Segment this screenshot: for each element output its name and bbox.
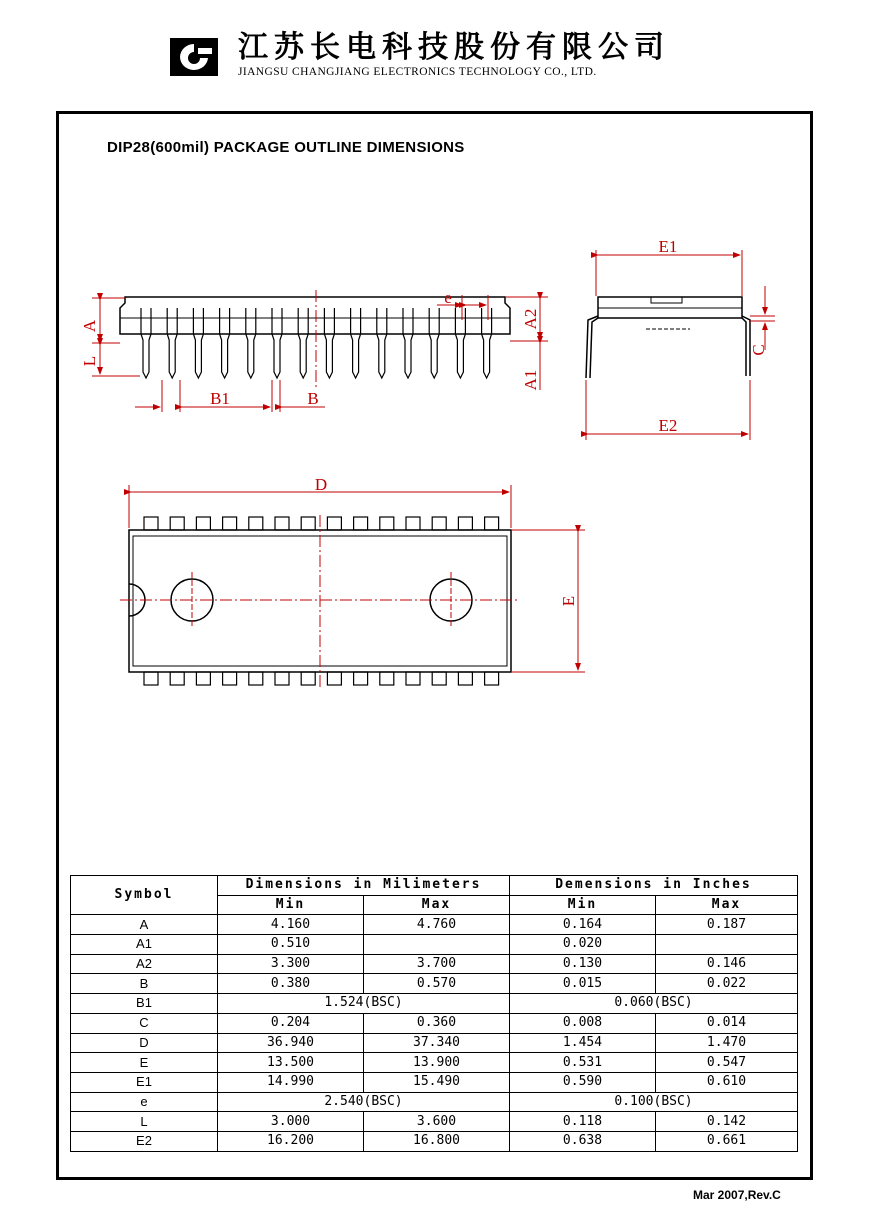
table-cell: 0.015 (510, 974, 656, 994)
table-cell: 3.600 (364, 1112, 510, 1132)
table-cell: 0.638 (510, 1131, 656, 1151)
pin-bottom (249, 672, 263, 685)
top-view-dims (120, 485, 585, 688)
symbol-cell: E1 (71, 1072, 218, 1092)
table-cell: 0.360 (364, 1013, 510, 1033)
table-cell: 4.160 (218, 915, 364, 935)
company-name-cn: 江苏长电科技股份有限公司 (238, 30, 670, 65)
table-cell: 0.118 (510, 1112, 656, 1132)
pin-bottom (170, 672, 184, 685)
dim-label-a2: A2 (521, 308, 540, 330)
table-row (71, 1072, 798, 1092)
in-max-header: Max (656, 895, 798, 915)
pin-top (249, 517, 263, 530)
pin-top (170, 517, 184, 530)
mm-header: Dimensions in Milimeters (218, 876, 510, 896)
symbol-cell: C (71, 1013, 218, 1033)
table-row (71, 935, 798, 955)
dim-label-e2: E2 (658, 416, 678, 435)
dim-label-e: E (559, 595, 578, 607)
table-cell: 0.164 (510, 915, 656, 935)
symbol-cell: D (71, 1033, 218, 1053)
page-title: DIP28(600mil) PACKAGE OUTLINE DIMENSIONS (107, 139, 465, 156)
table-cell: 0.022 (656, 974, 798, 994)
pin-bottom (144, 672, 158, 685)
table-cell: 2.540(BSC) (218, 1092, 510, 1112)
symbol-cell: E (71, 1053, 218, 1073)
table-row (71, 954, 798, 974)
pin-bottom (223, 672, 237, 685)
table-cell: 0.142 (656, 1112, 798, 1132)
in-min-header: Min (510, 895, 656, 915)
mm-min-header: Min (218, 895, 364, 915)
table-row (71, 1131, 798, 1151)
table-cell: 3.000 (218, 1112, 364, 1132)
table-cell (364, 935, 510, 955)
pin-top (432, 517, 446, 530)
table-row (71, 1033, 798, 1053)
table-row (71, 994, 798, 1014)
table-cell: 0.570 (364, 974, 510, 994)
company-name-en: JIANGSU CHANGJIANG ELECTRONICS TECHNOLOGY CO., LTD. (238, 66, 597, 78)
table-cell: 4.760 (364, 915, 510, 935)
revision-footer: Mar 2007,Rev.C (693, 1188, 781, 1202)
table-cell: 15.490 (364, 1072, 510, 1092)
pin-top (458, 517, 472, 530)
dimensions-table-body (71, 915, 798, 1151)
symbol-cell: B (71, 974, 218, 994)
table-row (71, 1112, 798, 1132)
table-cell: 0.187 (656, 915, 798, 935)
dim-label-a1: A1 (521, 369, 540, 391)
table-cell: 0.014 (656, 1013, 798, 1033)
pin-top (223, 517, 237, 530)
mm-max-header: Max (364, 895, 510, 915)
table-cell: 1.524(BSC) (218, 994, 510, 1014)
table-cell: 1.454 (510, 1033, 656, 1053)
table-cell: 13.900 (364, 1053, 510, 1073)
symbol-cell: L (71, 1112, 218, 1132)
dim-label-b1: B1 (210, 389, 230, 408)
table-cell: 0.547 (656, 1053, 798, 1073)
table-cell: 0.590 (510, 1072, 656, 1092)
table-row (71, 915, 798, 935)
table-cell: 37.340 (364, 1033, 510, 1053)
pin-top (380, 517, 394, 530)
pin-bottom (458, 672, 472, 685)
table-row (71, 1053, 798, 1073)
top-view-pins (144, 517, 499, 685)
table-cell: 0.008 (510, 1013, 656, 1033)
pin-bottom (196, 672, 210, 685)
pin-bottom (327, 672, 341, 685)
symbol-cell: B1 (71, 994, 218, 1014)
pin-top (301, 517, 315, 530)
pin-bottom (432, 672, 446, 685)
pin-top (144, 517, 158, 530)
pin-bottom (354, 672, 368, 685)
table-cell (656, 935, 798, 955)
table-cell: 0.610 (656, 1072, 798, 1092)
table-cell: 36.940 (218, 1033, 364, 1053)
symbol-cell: A (71, 915, 218, 935)
symbol-cell: A1 (71, 935, 218, 955)
dim-label-d: D (314, 475, 328, 494)
side-view-dims (92, 290, 548, 412)
pin-top (327, 517, 341, 530)
table-cell: 0.204 (218, 1013, 364, 1033)
table-cell: 3.300 (218, 954, 364, 974)
pin-bottom (485, 672, 499, 685)
table-cell: 1.470 (656, 1033, 798, 1053)
table-cell: 13.500 (218, 1053, 364, 1073)
pin-top (406, 517, 420, 530)
table-cell: 0.130 (510, 954, 656, 974)
pin-top (275, 517, 289, 530)
table-cell: 0.060(BSC) (510, 994, 798, 1014)
table-cell: 0.146 (656, 954, 798, 974)
pin-bottom (380, 672, 394, 685)
end-view (586, 297, 750, 378)
dim-label-c: C (749, 344, 768, 356)
table-row (71, 1092, 798, 1112)
dim-label-l: L (80, 355, 99, 367)
symbol-header: Symbol (71, 876, 218, 915)
table-row (71, 974, 798, 994)
pin-top (196, 517, 210, 530)
dim-label-a: A (80, 319, 99, 333)
pin-bottom (275, 672, 289, 685)
inch-header: Demensions in Inches (510, 876, 798, 896)
pin-top (485, 517, 499, 530)
table-cell: 0.020 (510, 935, 656, 955)
table-cell: 0.661 (656, 1131, 798, 1151)
table-cell: 0.380 (218, 974, 364, 994)
table-cell: 0.100(BSC) (510, 1092, 798, 1112)
table-cell: 3.700 (364, 954, 510, 974)
dim-label-e1: E1 (658, 237, 678, 256)
table-cell: 16.800 (364, 1131, 510, 1151)
dim-label-b: B (307, 389, 319, 408)
dimensions-table (70, 875, 798, 1152)
table-cell: 0.531 (510, 1053, 656, 1073)
symbol-cell: e (71, 1092, 218, 1112)
table-cell: 16.200 (218, 1131, 364, 1151)
table-cell: 14.990 (218, 1072, 364, 1092)
pin-bottom (301, 672, 315, 685)
pin-bottom (406, 672, 420, 685)
symbol-cell: E2 (71, 1131, 218, 1151)
dim-label-e-pitch: e (444, 288, 452, 307)
symbol-cell: A2 (71, 954, 218, 974)
table-row (71, 1013, 798, 1033)
table-cell: 0.510 (218, 935, 364, 955)
pin-top (354, 517, 368, 530)
